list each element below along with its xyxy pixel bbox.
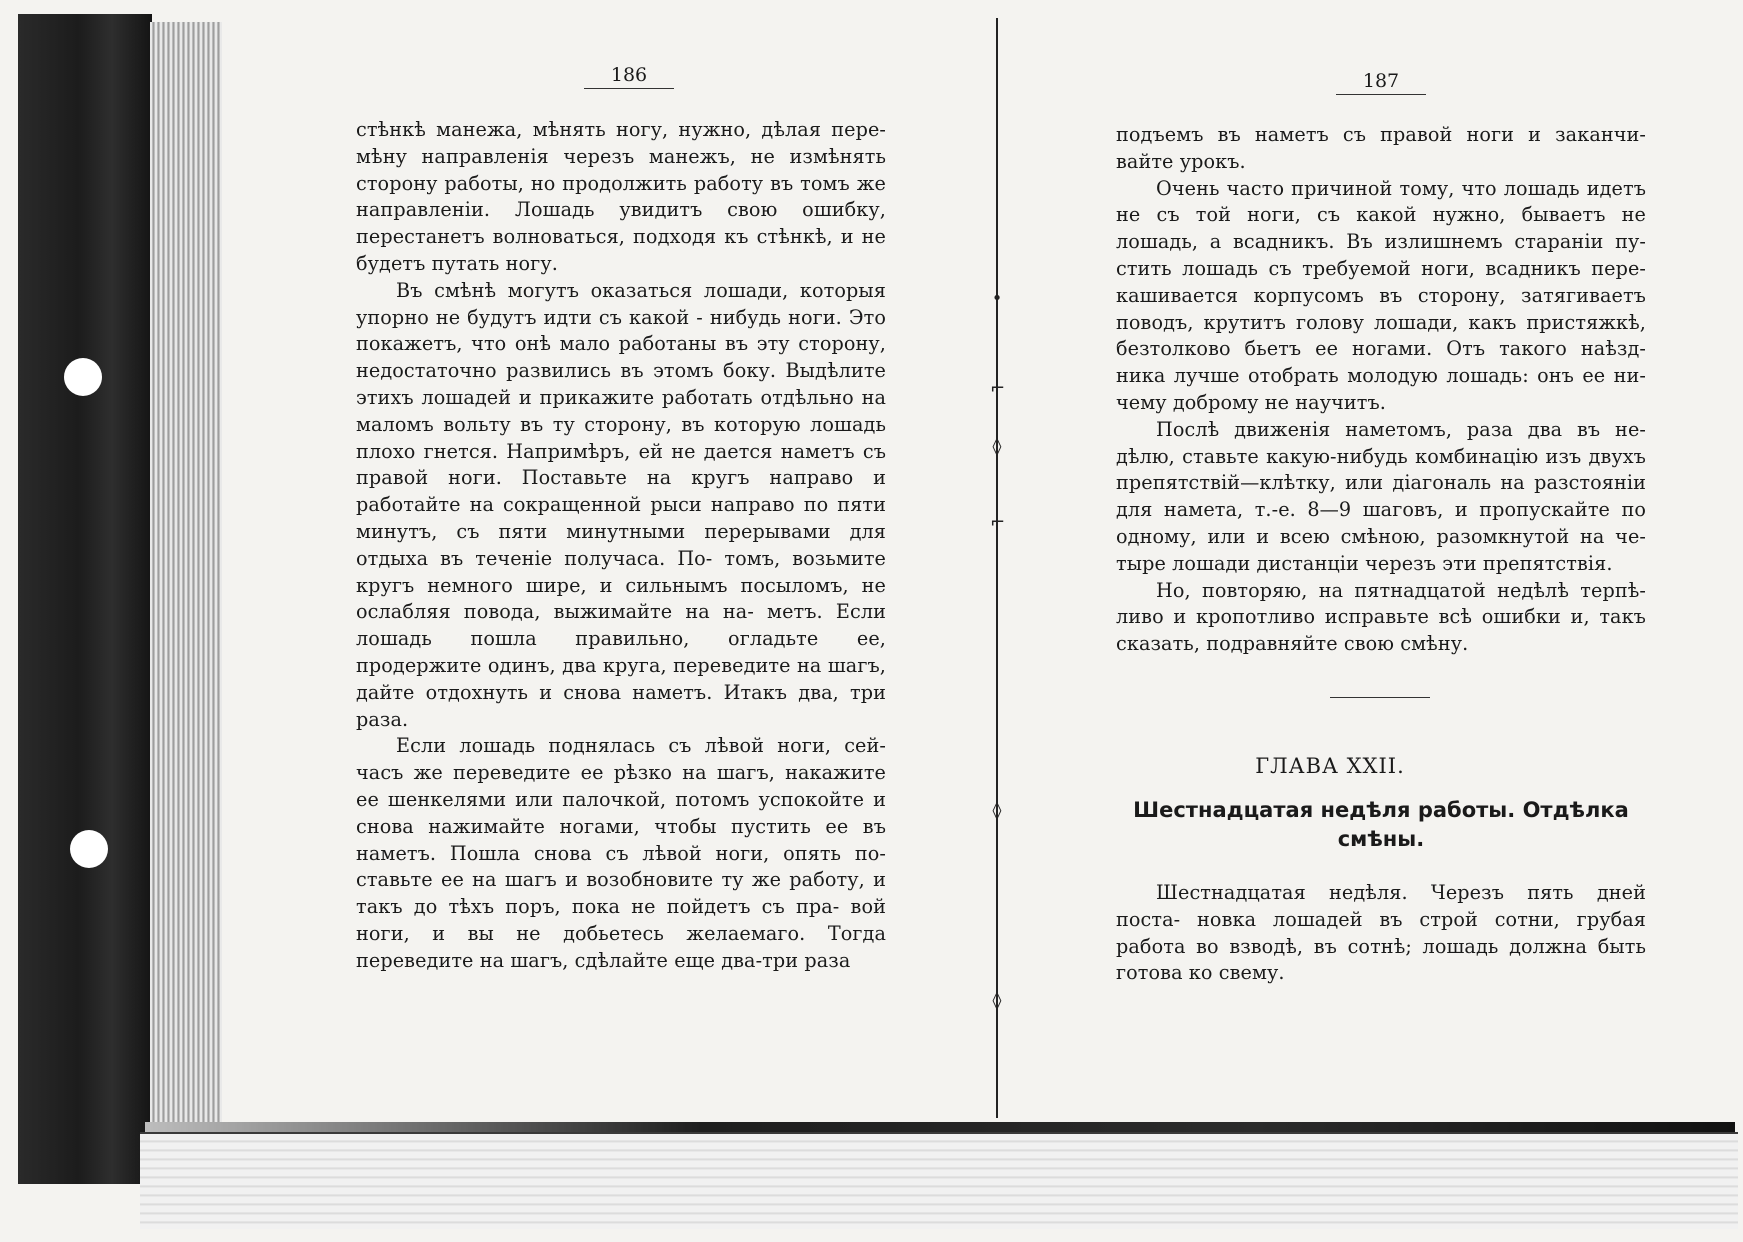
left-page-number: 186: [584, 64, 674, 89]
text-line: чему доброму не научитъ.: [1116, 390, 1386, 414]
text-line: Если лошадь поднялась съ лѣвой ноги, сей-: [396, 734, 886, 758]
binding-stitch-mark: ◊: [992, 990, 1002, 1011]
section-heading-line: смѣны.: [1337, 827, 1425, 851]
text-line: посыломъ, не ослабляя повода, выжимайте на на-: [356, 573, 886, 624]
text-line: взводѣ, въ сотнѣ; лошадь должна быть готова ко: [1116, 934, 1647, 985]
text-line: лошадь, а всадникъ. Въ излишнемъ стараніи пу-: [1116, 230, 1646, 254]
text-line: новка лошадей въ строй сотни, грубая работа во: [1116, 907, 1647, 958]
text-line: наметъ. Пошла снова съ лѣвой ноги, опять по-: [356, 841, 886, 865]
text-line: Выдѣлите этихъ лошадей и прикажите работать: [356, 359, 886, 409]
text-line: отдѣльно на маломъ вольту въ ту сторону, въ: [356, 385, 886, 436]
paragraph: [1116, 122, 1646, 176]
punch-hole-upper: [64, 358, 102, 396]
text-line: ставьте ее на шагъ и возобновите ту же работу,: [356, 868, 865, 892]
text-line: вой ноги, и вы не добьетесь желаемаго. Тогда: [356, 895, 886, 945]
text-line: стѣнкѣ манежа, мѣнять ногу, нужно, дѣлая пере-: [356, 118, 886, 141]
text-line: не съ той ноги, съ какой нужно, бываетъ не: [1116, 203, 1646, 227]
paragraph: [356, 117, 886, 278]
text-line: кругъ направо и работайте на сокращенной рыси: [356, 466, 886, 517]
punch-hole-lower: [70, 830, 108, 868]
text-line: ника лучше отобрать молодую лошадь: онъ ее ни-: [1116, 364, 1646, 388]
chapter-title: ГЛАВА XXII.: [1255, 754, 1405, 778]
text-line: мѣну направленія черезъ манежъ, не измѣнять: [356, 144, 886, 168]
text-line: сказать, подравняйте свою смѣну.: [1116, 632, 1469, 656]
text-line: подъемъ въ наметъ съ правой ноги и заканчи-: [1116, 123, 1646, 146]
text-line: ее, продержите одинъ, два круга, переведите на: [356, 627, 886, 677]
binding-stitch-mark: •: [991, 288, 1003, 309]
page-gutter: [996, 18, 998, 1118]
text-line: Шестнадцатая недѣля. Черезъ пять дней поста-: [1116, 881, 1646, 931]
binding-stitch-mark: ⌐: [990, 512, 1006, 533]
text-line: два, три раза.: [356, 680, 887, 731]
section-divider-rule: [1330, 697, 1430, 698]
text-line: стить лошадь съ требуемой ноги, всадникъ пере-: [1116, 256, 1646, 280]
text-line: же направленіи. Лошадь увидитъ свою ошибку,: [356, 171, 886, 222]
text-line: упорно не будутъ идти съ какой - нибудь ноги.: [356, 305, 842, 329]
paragraph: [356, 278, 886, 734]
text-line: свему.: [1218, 961, 1285, 985]
text-line: и такъ до тѣхъ поръ, пока не пойдетъ съ пра-: [356, 868, 886, 919]
text-line: сторону работы, но продолжить работу въ томъ: [356, 171, 850, 195]
text-line: Послѣ движенія наметомъ, раза два въ не-: [1156, 417, 1646, 441]
text-line: ливо и кропотливо исправьте всѣ ошибки и, такъ: [1116, 605, 1646, 629]
section-heading-line: Шестнадцатая недѣля работы. Отдѣлка: [1133, 798, 1629, 822]
lower-page-stack: [140, 1132, 1738, 1229]
paragraph: [356, 733, 886, 974]
paragraph: [1116, 880, 1646, 987]
page-stack-edge: [150, 22, 222, 1122]
text-line: перерывами для отдыха въ теченіе получаса. По-: [356, 519, 886, 570]
text-line: одному, или и всею смѣною, разомкнутой на че-: [1116, 524, 1646, 548]
text-line: переведите на шагъ, сдѣлайте еще два-три раза: [356, 948, 851, 972]
text-line: Очень часто причиной тому, что лошадь идетъ: [1156, 176, 1646, 200]
paragraph: [1116, 578, 1646, 658]
page-bottom-shadow: [145, 1122, 1735, 1132]
text-line: метъ. Если лошадь пошла правильно, огладьте: [356, 600, 887, 651]
left-page-body: [356, 117, 886, 975]
text-line: Но, повторяю, на пятнадцатой недѣлѣ терпѣ-: [1156, 578, 1646, 602]
right-page-body: [1116, 122, 1646, 658]
text-line: Это покажетъ, что онѣ мало работаны въ эту: [356, 305, 887, 356]
text-line: безтолково бьетъ ее ногами. Отъ такого наѣзд-: [1116, 337, 1646, 361]
text-line: сторону, недостаточно развились въ этомъ боку.: [356, 332, 886, 383]
text-line: перестанетъ волноваться, подходя къ стѣнкѣ, и: [356, 225, 854, 249]
text-line: Въ смѣнѣ могутъ оказаться лошади, которыя: [396, 278, 886, 302]
text-line: кашивается корпусомъ въ сторону, затягиваетъ: [1116, 283, 1646, 307]
text-line: тыре лошади дистанціи черезъ эти препятствія.: [1116, 551, 1613, 575]
right-page-number: 187: [1336, 70, 1426, 95]
text-line: для намета, т.-е. 8—9 шаговъ, и пропускайте по: [1116, 498, 1646, 522]
text-line: дѣлю, ставьте какую-нибудь комбинацію изъ двухъ: [1116, 444, 1646, 468]
binding-stitch-mark: ⌐: [990, 378, 1006, 399]
text-line: вайте урокъ.: [1116, 149, 1246, 173]
text-line: направо по пяти минутъ, съ пяти минутными: [356, 493, 886, 543]
text-line: ее шенкелями или палочкой, потомъ успокойте и: [356, 787, 886, 811]
book-binding-edge: [18, 14, 152, 1184]
section-heading: [1116, 796, 1646, 854]
text-line: снова нажимайте ногами, чтобы пустить ее въ: [356, 814, 886, 838]
text-line: часъ же переведите ее рѣзко на шагъ, накажите: [356, 761, 886, 785]
text-line: дается наметъ съ правой ноги. Поставьте на: [356, 439, 886, 490]
text-line: не будетъ путать ногу.: [356, 225, 886, 275]
text-line: томъ, возьмите кругъ немного шире, и сильнымъ: [356, 546, 886, 597]
text-line: поводъ, крутитъ голову лошади, какъ пристяжкѣ,: [1116, 310, 1646, 334]
closing-paragraph: [1116, 880, 1646, 987]
text-line: шагъ, дайте отдохнуть и снова наметъ. Итакъ: [356, 653, 886, 704]
text-line: которую лошадь плохо гнется. Напримѣръ, ей не: [356, 412, 886, 463]
binding-stitch-mark: ◊: [992, 436, 1002, 457]
paragraph: [1116, 417, 1646, 578]
paragraph: [1116, 176, 1646, 417]
text-line: препятствій—клѣтку, или діагональ на разстояніи: [1116, 471, 1646, 495]
binding-stitch-mark: ◊: [992, 800, 1002, 821]
